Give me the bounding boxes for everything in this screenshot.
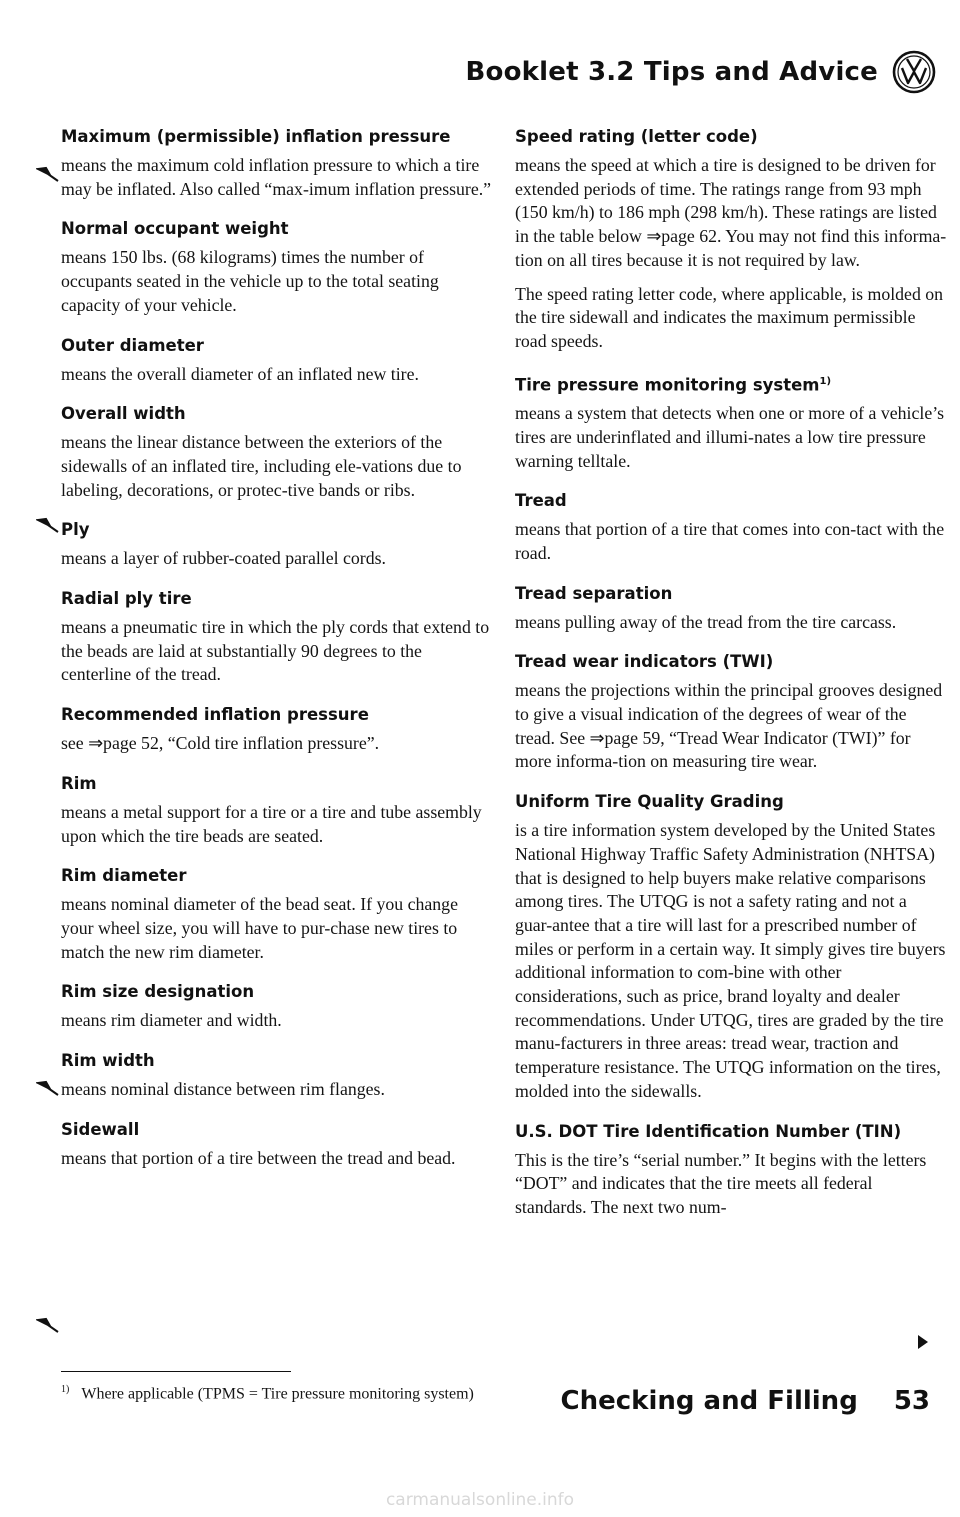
footnote-text: Where applicable (TPMS = Tire pressure monitoring system) — [81, 1385, 474, 1403]
definition-text: means a layer of rubber-coated parallel cords. — [61, 548, 386, 569]
continued-arrow-icon — [917, 1334, 929, 1350]
term-heading: Uniform Tire Quality Grading — [515, 792, 784, 812]
definition-text: means the maximum cold inflation pressure to which a tire may be inflated. Also called “max-imum inflation pressure.” — [61, 155, 492, 199]
definition-entry — [515, 126, 947, 354]
definition-text: means 150 lbs. (68 kilograms) times the number of occupants seated in the vehicle up to the total seating capacity of your vehicle. — [61, 247, 439, 315]
vw-logo-icon — [892, 50, 936, 94]
left-column — [61, 126, 493, 1187]
definition-entry — [61, 588, 493, 687]
footnote — [61, 1380, 474, 1404]
definition-entry — [61, 1119, 493, 1171]
definition-text: means that portion of a tire between the tread and bead. — [61, 1147, 456, 1168]
definition-entry — [61, 773, 493, 848]
term-text: Tire pressure monitoring system — [515, 375, 820, 395]
term-heading: Rim width — [61, 1051, 155, 1071]
margin-arrow-icon — [36, 517, 60, 533]
term-heading: Recommended inflation pressure — [61, 705, 369, 725]
definition-entry — [61, 335, 493, 387]
term-heading: Tread wear indicators (TWI) — [515, 652, 774, 672]
definition-entry — [61, 981, 493, 1033]
page-footer — [561, 1386, 930, 1416]
definition-text: means a pneumatic tire in which the ply cords that extend to the beads are laid at substantially 90 degrees to the centerline of the tread. — [61, 617, 490, 685]
definition-text: see ⇒page 52, “Cold tire inflation pressure”. — [61, 733, 380, 754]
booklet-title: Booklet 3.2 Tips and Advice — [465, 57, 878, 87]
definition-text: means nominal diameter of the bead seat. If you change your wheel size, you will have to pur-chase new tires to match the new rim diameter. — [61, 894, 458, 962]
footnote-reference: 1) — [819, 375, 832, 387]
term-heading: Rim size designation — [61, 982, 255, 1002]
footnote-divider — [61, 1371, 291, 1372]
term-heading: Maximum (permissible) inflation pressure — [61, 127, 451, 146]
definition-text: means the projections within the principal grooves designed to give a visual indication of the degrees of wear of the tread. See ⇒page 59, “Tread Wear Indicator (TWI)” for more informa-tion on measuring tire wear. — [515, 680, 943, 772]
term-heading: Sidewall — [61, 1119, 140, 1139]
definition-text: means the overall diameter of an inflated new tire. — [61, 363, 419, 384]
term-heading: Outer diameter — [61, 335, 204, 355]
term-heading: Rim diameter — [61, 866, 187, 886]
definition-text: means nominal distance between rim flanges. — [61, 1079, 385, 1100]
definition-entry — [515, 791, 947, 1103]
term-heading: Rim — [61, 773, 97, 793]
definition-text: is a tire information system developed by the United States National Highway Traffic Safety Administration (NHTSA) that is designed to help buyers make relative comparisons among tires. The UTQG is not a safety rating and not a guar-antee that a tire will last for a prescribed number of miles or perform in a certain way. It simply gives tire buyers additional information to com-bine with other considerations, such as price, brand loyalty and dealer recommendations. Under UTQG, tires are graded by the tire manu-facturers in three areas: tread wear, traction and temperature resistance. The UTQG information on the tires, molded into the sidewalls. — [515, 820, 946, 1101]
definition-entry — [61, 519, 493, 571]
definition-entry — [61, 126, 493, 201]
definition-entry — [515, 1121, 947, 1220]
term-heading: Radial ply tire — [61, 589, 192, 609]
margin-arrow-icon — [36, 1317, 60, 1333]
definition-entry — [61, 704, 493, 756]
right-column — [515, 126, 947, 1237]
definition-entry — [61, 865, 493, 964]
definition-text: This is the tire’s “serial number.” It begins with the letters “DOT” and indicates that the tire meets all federal standards. The next two num- — [515, 1149, 927, 1217]
term-heading: Normal occupant weight — [61, 219, 289, 239]
term-heading — [515, 371, 947, 397]
margin-arrow-icon — [36, 1080, 60, 1096]
definition-entry — [515, 371, 947, 474]
margin-arrow-icon — [36, 166, 60, 182]
watermark: carmanualsonline.info — [385, 1490, 575, 1510]
definition-entry — [515, 583, 947, 635]
definition-entry — [61, 403, 493, 502]
definition-text: means pulling away of the tread from the tire carcass. — [515, 611, 897, 632]
definition-text: means the linear distance between the exteriors of the sidewalls of an inflated tire, including ele-vations due to labeling, decorations, or protec-tive bands or ribs. — [61, 432, 462, 500]
page-header — [465, 50, 936, 94]
definition-entry — [515, 490, 947, 565]
definition-text: means rim diameter and width. — [61, 1010, 282, 1031]
footnote-marker: 1) — [61, 1384, 70, 1395]
term-heading: Overall width — [61, 404, 186, 424]
page-number: 53 — [893, 1386, 930, 1416]
definition-text: means the speed at which a tire is designed to be driven for extended periods of time. The ratings range from 93 mph (150 km/h) to 186 mph (298 km/h). These ratings are listed in the table below ⇒page 62. You may not find this informa-tion on all tires because it is not required by law. — [515, 155, 947, 270]
definition-text: means a metal support for a tire or a tire and tube assembly upon which the tire beads are seated. — [61, 801, 482, 846]
term-heading: Speed rating (letter code) — [515, 127, 758, 146]
definition-text: means that portion of a tire that comes into con-tact with the road. — [515, 519, 945, 563]
definition-text: The speed rating letter code, where applicable, is molded on the tire sidewall and indicates the maximum permissible road speeds. — [515, 283, 944, 351]
definition-entry — [61, 218, 493, 317]
term-heading: U.S. DOT Tire Identification Number (TIN) — [515, 1121, 902, 1141]
term-heading: Ply — [61, 520, 90, 540]
term-heading: Tread separation — [515, 583, 673, 603]
definition-entry — [61, 1050, 493, 1102]
term-heading: Tread — [515, 491, 567, 511]
definition-entry — [515, 651, 947, 774]
section-title: Checking and Filling — [560, 1386, 858, 1416]
definition-text: means a system that detects when one or more of a vehicle’s tires are underinflated and illumi-nates a low tire pressure warning telltale. — [515, 403, 945, 471]
